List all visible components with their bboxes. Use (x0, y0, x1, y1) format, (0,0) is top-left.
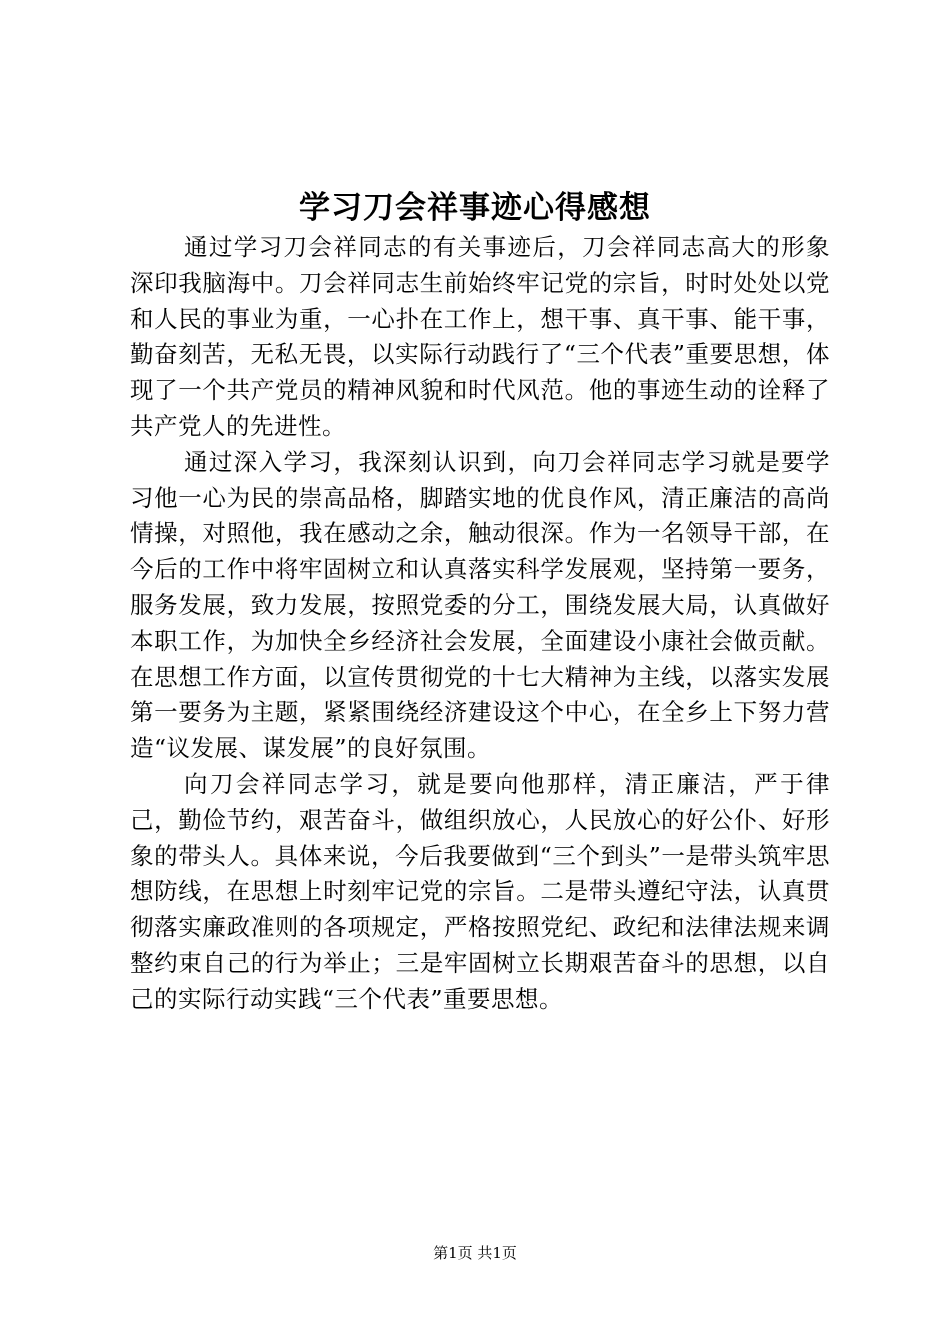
document-body (130, 230, 830, 1018)
paragraph-2: 通过深入学习，我深刻认识到，向刀会祥同志学习就是要学习他一心为民的崇高品格，脚踏实地的优良作风，清正廉洁的高尚情操，对照他，我在感动之余，触动很深。作为一名领导干部，在今后的工作中将牢固树立和认真落实科学发展观，坚持第一要务，服务发展，致力发展，按照党委的分工，围绕发展大局，认真做好本职工作，为加快全乡经济社会发展，全面建设小康社会做贡献。在思想工作方面，以宣传贯彻党的十七大精神为主线，以落实发展第一要务为主题，紧紧围绕经济建设这个中心，在全乡上下努力营造“议发展、谋发展”的良好氛围。 (130, 447, 830, 763)
paragraph-1: 通过学习刀会祥同志的有关事迹后，刀会祥同志高大的形象深印我脑海中。刀会祥同志生前始终牢记党的宗旨，时时处处以党和人民的事业为重，一心扑在工作上，想干事、真干事、能干事，勤奋刻苦，无私无畏，以实际行动践行了“三个代表”重要思想，体现了一个共产党员的精神风貌和时代风范。他的事迹生动的诠释了共产党人的先进性。 (130, 233, 830, 440)
page-number-footer: 第1页 共1页 (433, 1244, 517, 1262)
paragraph-3: 向刀会祥同志学习，就是要向他那样，清正廉洁，严于律己，勤俭节约，艰苦奋斗，做组织放心，人民放心的好公仆、好形象的带头人。具体来说，今后我要做到“三个到头”一是带头筑牢思想防线，在思想上时刻牢记党的宗旨。二是带头遵纪守法，认真贯彻落实廉政准则的各项规定，严格按照党纪、政纪和法律法规来调整约束自己的行为举止；三是牢固树立长期艰苦奋斗的思想，以自己的实际行动实践“三个代表”重要思想。 (130, 769, 830, 1013)
document-title: 学习刀会祥事迹心得感想 (299, 190, 651, 226)
